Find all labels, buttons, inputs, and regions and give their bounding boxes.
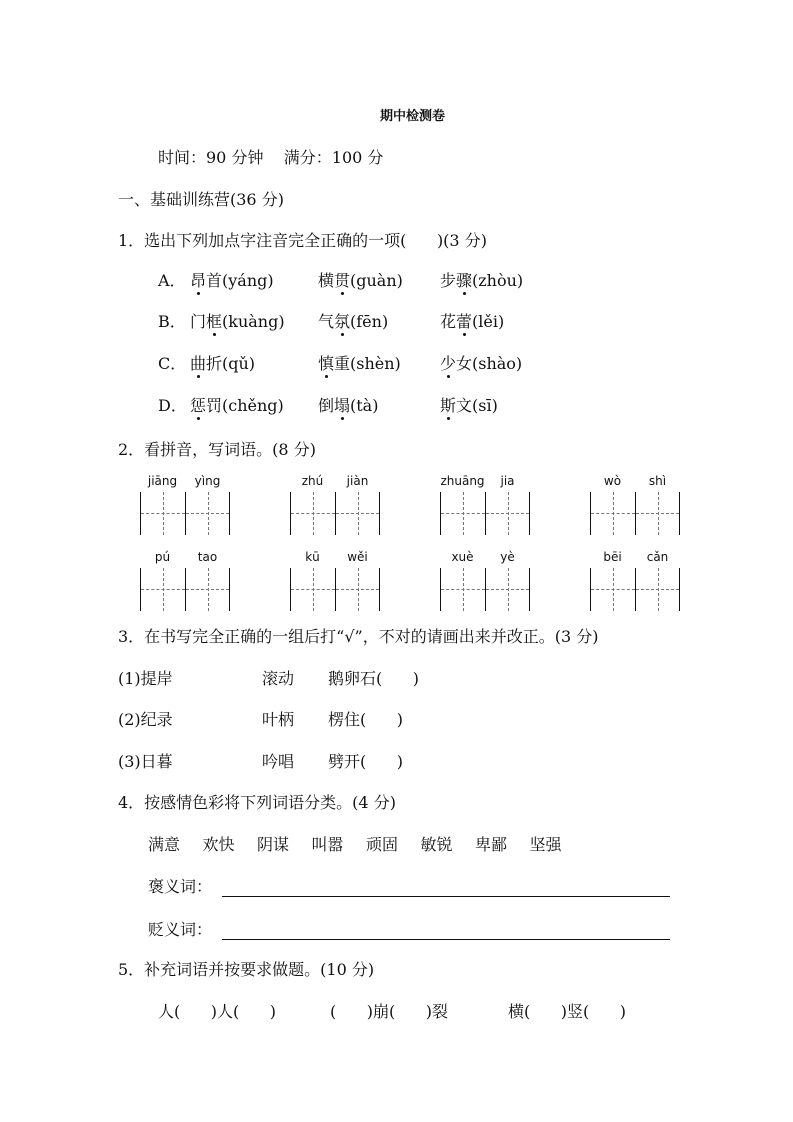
grid-cell[interactable] (635, 568, 680, 611)
grid-guide-v (613, 568, 614, 611)
pinyin-label: bēi (603, 550, 622, 564)
option-word: 少女(shào) (440, 354, 523, 373)
writing-grid[interactable] (440, 568, 530, 611)
emphasis-dot (341, 333, 344, 336)
pinyin-label: jiāng (147, 474, 178, 488)
pinyin-label: pú (154, 550, 171, 564)
page-title: 期中检测卷 (379, 109, 445, 124)
emphasis-dot (197, 417, 200, 420)
question-3-word: 劈开( ) (328, 752, 404, 771)
pinyin-label: zhuāng (440, 474, 485, 488)
word-item: 坚强 (529, 835, 562, 854)
grid-cell[interactable] (185, 492, 230, 535)
pinyin-label: wěi (347, 550, 368, 564)
pinyin-label: jia (500, 474, 515, 488)
grid-cell[interactable] (290, 568, 335, 611)
grid-guide-v (508, 492, 509, 535)
grid-cell[interactable] (485, 568, 530, 611)
question-3-word: 叶柄 (262, 710, 295, 729)
question-3-word: (1)提岸 (118, 669, 173, 688)
grid-cell[interactable] (590, 568, 635, 611)
question-3-word: 楞住( ) (328, 710, 404, 729)
emphasis-dot (447, 417, 450, 420)
grid-cell[interactable] (440, 492, 485, 535)
grid-guide-v (508, 568, 509, 611)
word-item: 卑鄙 (475, 835, 508, 854)
pinyin-label: xuè (451, 550, 474, 564)
word-item: 满意 (148, 835, 181, 854)
grid-guide-v (658, 492, 659, 535)
emphasis-dot (325, 375, 328, 378)
question-3-word: 滚动 (262, 669, 295, 688)
word-item: 顽固 (366, 835, 399, 854)
pinyin-label: shì (648, 474, 667, 488)
question-4-stem: 4．按感情色彩将下列词语分类。(4 分) (118, 793, 396, 812)
option-word: 横贯(guàn) (318, 271, 403, 290)
pinyin-label: yìng (194, 474, 221, 488)
option-label[interactable]: D． (158, 396, 187, 415)
grid-guide-v (163, 492, 164, 535)
section-heading: 一、基础训练营(36 分) (118, 190, 284, 209)
option-word: 步骤(zhòu) (440, 271, 524, 290)
writing-grid[interactable] (590, 568, 680, 611)
word-item: 欢快 (202, 835, 235, 854)
writing-grid[interactable] (590, 492, 680, 535)
pinyin-label: yè (500, 550, 515, 564)
option-label[interactable]: B． (158, 312, 186, 331)
question-3-word: 吟唱 (262, 752, 295, 771)
grid-guide-v (313, 568, 314, 611)
grid-guide-v (208, 568, 209, 611)
emphasis-dot (463, 292, 466, 295)
grid-guide-v (358, 568, 359, 611)
emphasis-dot (213, 333, 216, 336)
pinyin-label: jiàn (346, 474, 369, 488)
grid-guide-v (658, 568, 659, 611)
grid-guide-v (313, 492, 314, 535)
writing-grid[interactable] (140, 492, 230, 535)
question-2-stem: 2．看拼音，写词语。(8 分) (118, 440, 316, 459)
grid-guide-v (463, 492, 464, 535)
grid-guide-v (163, 568, 164, 611)
question-3-word: (3)日暮 (118, 752, 173, 771)
emphasis-dot (447, 375, 450, 378)
grid-cell[interactable] (485, 492, 530, 535)
grid-cell[interactable] (335, 492, 380, 535)
idiom-blank[interactable]: 人( )人( ) (158, 1002, 277, 1021)
word-item: 阴谋 (257, 835, 290, 854)
grid-guide-v (613, 492, 614, 535)
option-label[interactable]: C． (158, 354, 187, 373)
option-word: 昂首(yáng) (190, 271, 274, 290)
option-word: 倒塌(tà) (318, 396, 379, 415)
emphasis-dot (341, 292, 344, 295)
grid-cell[interactable] (185, 568, 230, 611)
positive-words-label: 褒义词： (148, 877, 213, 896)
negative-words-blank[interactable] (222, 939, 670, 940)
pinyin-label: wò (603, 474, 622, 488)
grid-guide-v (208, 492, 209, 535)
grid-cell[interactable] (635, 492, 680, 535)
emphasis-dot (341, 417, 344, 420)
grid-guide-v (358, 492, 359, 535)
pinyin-label: cǎn (646, 550, 669, 564)
grid-guide-v (463, 568, 464, 611)
option-word: 花蕾(lěi) (440, 312, 505, 331)
emphasis-dot (463, 333, 466, 336)
question-1-stem: 1．选出下列加点字注音完全正确的一项( )(3 分) (118, 231, 487, 250)
option-word: 慎重(shèn) (318, 354, 401, 373)
question-3-word: 鹅卵石( ) (328, 669, 420, 688)
writing-grid[interactable] (290, 568, 380, 611)
emphasis-dot (197, 375, 200, 378)
grid-cell[interactable] (140, 568, 185, 611)
grid-cell[interactable] (590, 492, 635, 535)
option-word: 斯文(sī) (440, 396, 498, 415)
option-label[interactable]: A． (158, 271, 186, 290)
idiom-blank[interactable]: 横( )竖( ) (508, 1002, 627, 1021)
word-item: 敏锐 (420, 835, 453, 854)
question-3-word: (2)纪录 (118, 710, 173, 729)
grid-cell[interactable] (140, 492, 185, 535)
option-word: 惩罚(chěng) (190, 396, 284, 415)
pinyin-label: kū (305, 550, 320, 564)
emphasis-dot (197, 292, 200, 295)
grid-cell[interactable] (440, 568, 485, 611)
pinyin-label: tao (197, 550, 218, 564)
question-5-stem: 5．补充词语并按要求做题。(10 分) (118, 960, 375, 979)
word-item: 叫嚣 (311, 835, 344, 854)
option-word: 曲折(qǔ) (190, 354, 256, 373)
option-word: 门框(kuàng) (190, 312, 285, 331)
writing-grid[interactable] (290, 492, 380, 535)
question-3-stem: 3．在书写完全正确的一组后打“√”，不对的请画出来并改正。(3 分) (118, 627, 599, 646)
writing-grid[interactable] (140, 568, 230, 611)
pinyin-label: zhú (301, 474, 324, 488)
grid-cell[interactable] (335, 568, 380, 611)
option-word: 气氛(fēn) (318, 312, 389, 331)
exam-meta: 时间：90 分钟 满分：100 分 (158, 148, 384, 167)
writing-grid[interactable] (440, 492, 530, 535)
positive-words-blank[interactable] (222, 896, 670, 897)
grid-cell[interactable] (290, 492, 335, 535)
idiom-blank[interactable]: ( )崩( )裂 (330, 1002, 449, 1021)
negative-words-label: 贬义词： (148, 920, 213, 939)
